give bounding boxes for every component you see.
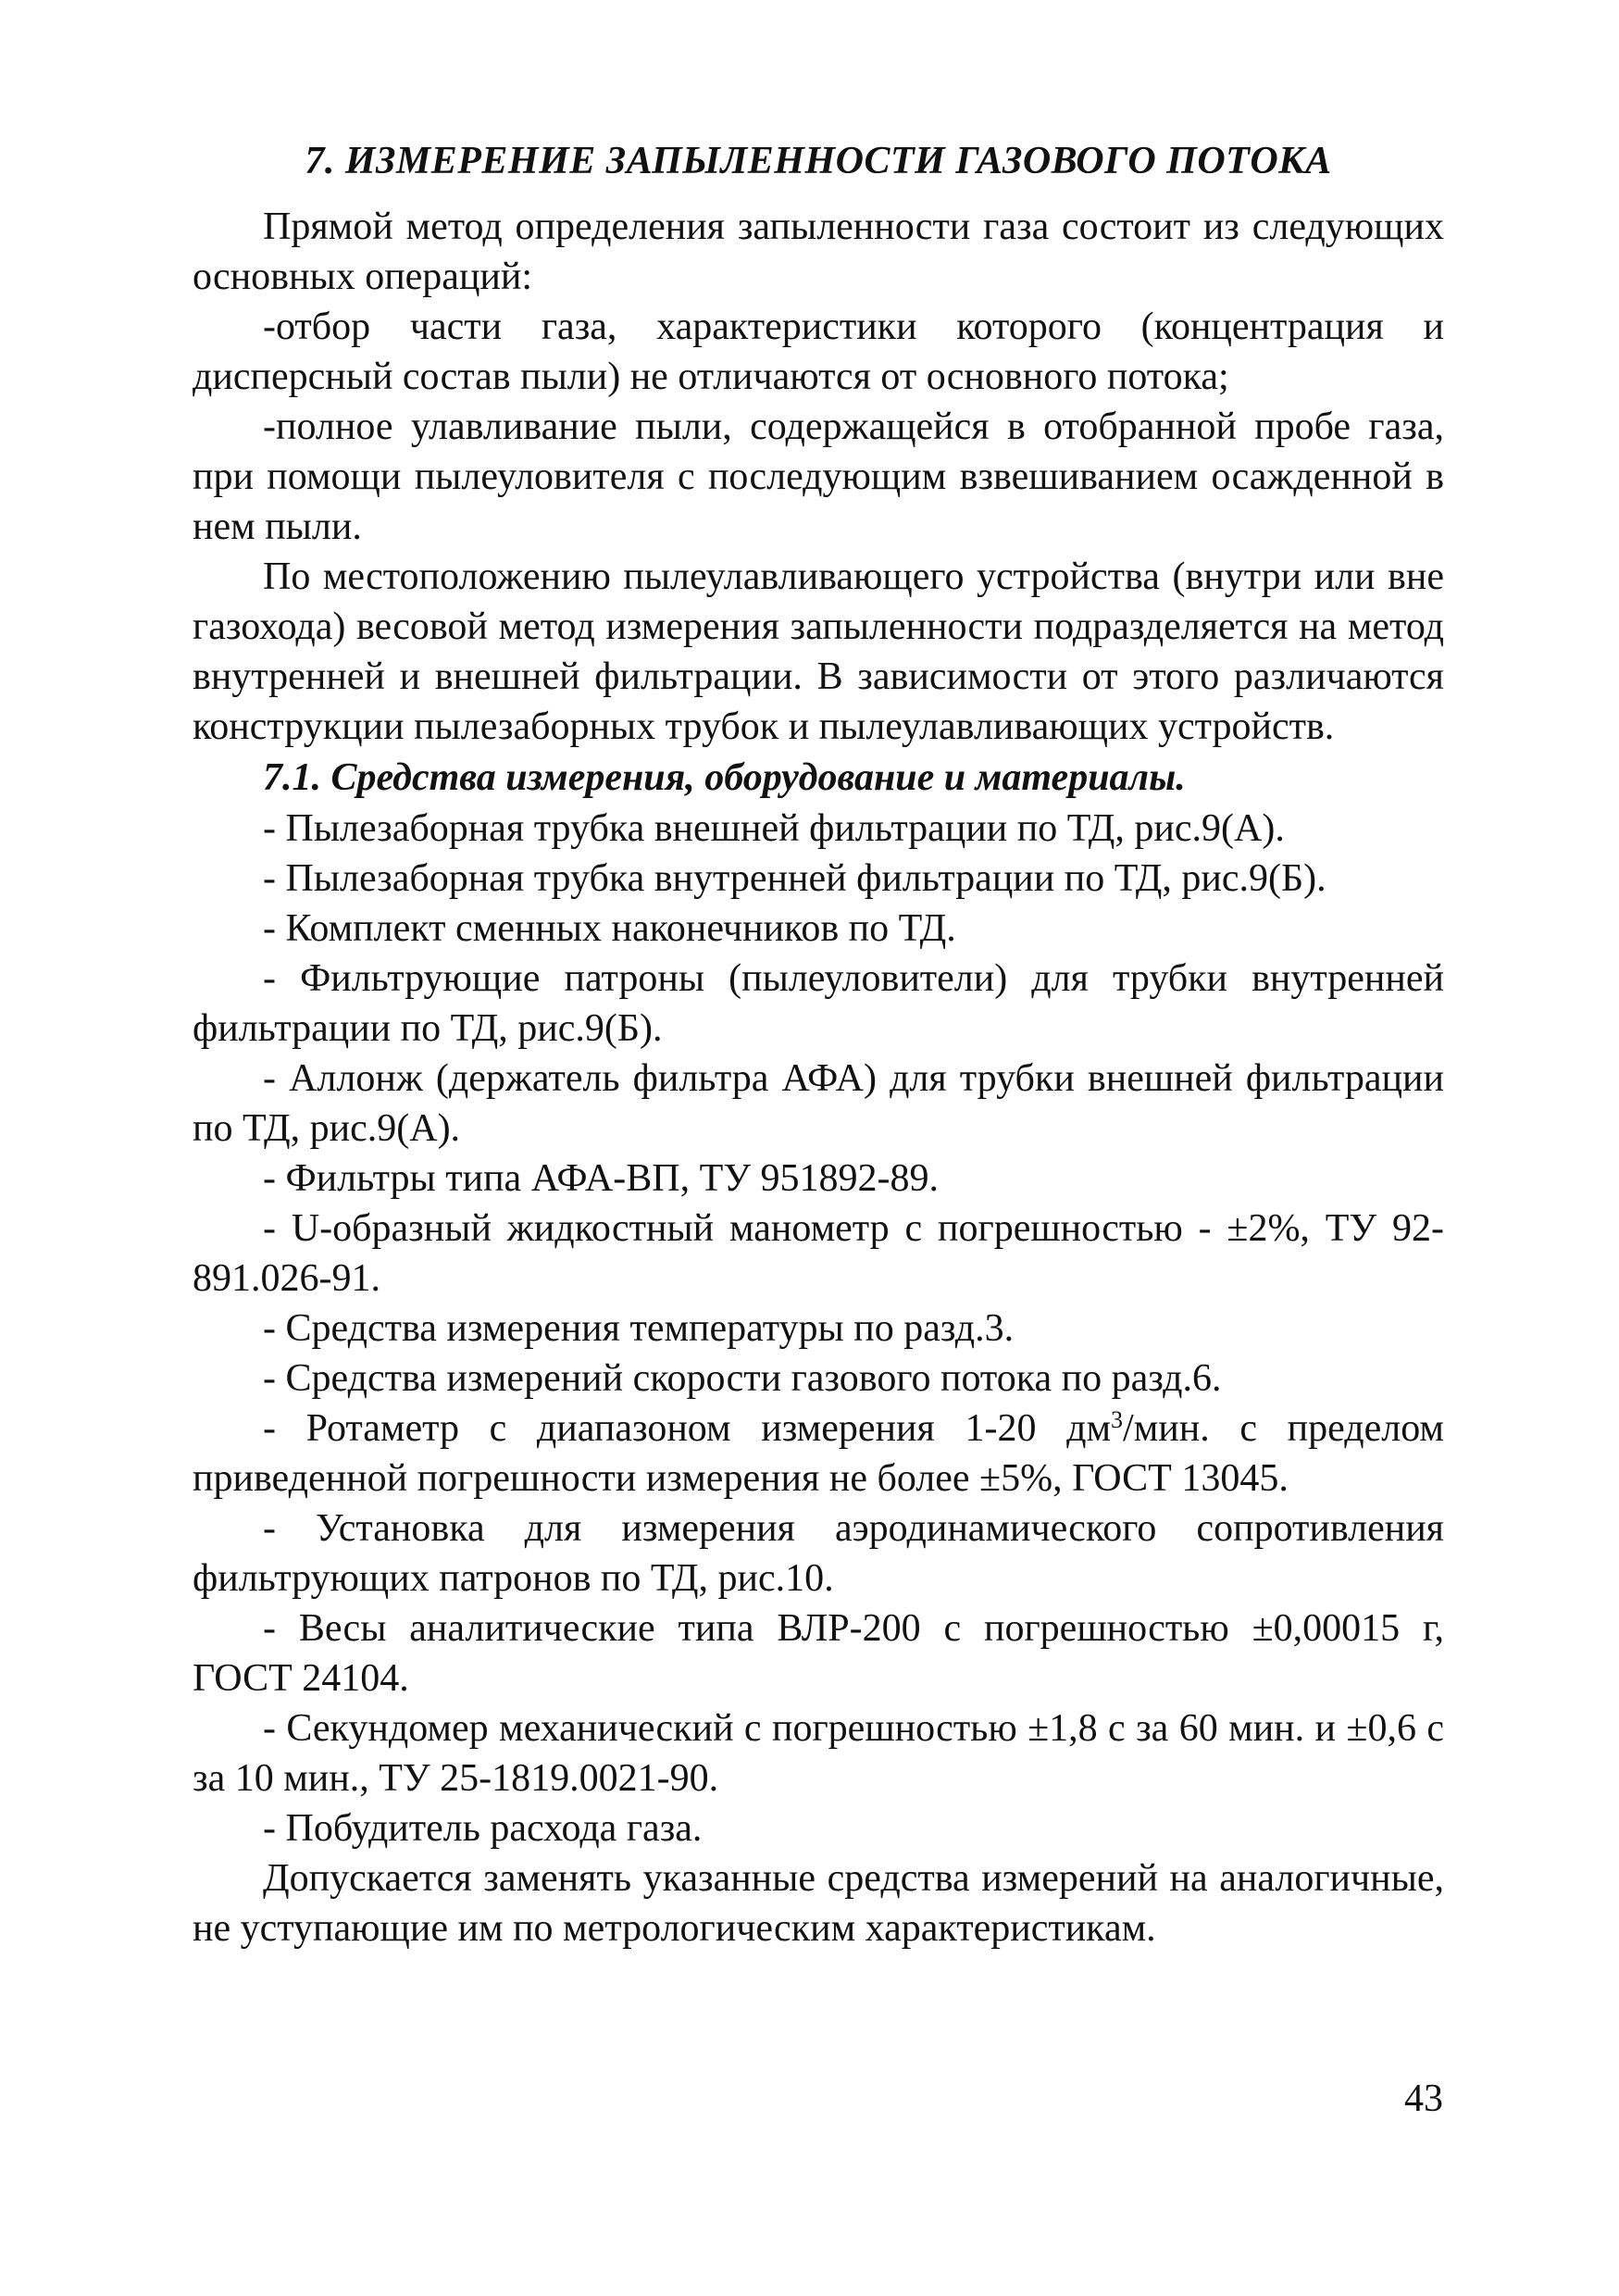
list-item: - Аллонж (держатель фильтра АФА) для трубки внешней фильтрации по ТД, рис.9(А). [193, 1057, 1444, 1150]
list-item-rotameter [193, 1404, 1444, 1504]
list-item: - Средства измерений скорости газового потока по разд.6. [263, 1357, 1222, 1400]
list-item: - Пылезаборная трубка внутренней фильтрации по ТД, рис.9(Б). [263, 857, 1326, 900]
section-title: 7. ИЗМЕРЕНИЕ ЗАПЫЛЕННОСТИ ГАЗОВОГО ПОТОКА [305, 140, 1332, 182]
list-item: - Секундомер механический с погрешностью ±1,8 с за 60 мин. и ±0,6 с за 10 мин., ТУ 25-1819.0021-90. [193, 1707, 1444, 1800]
page-number: 43 [1404, 2078, 1443, 2120]
paragraph-operation-2: -полное улавливание пыли, содержащейся в отобранной пробе газа, при помощи пылеуловителя с последующим взвешиванием осажденной в нем пыли. [193, 406, 1444, 548]
list-item: - Пылезаборная трубка внешней фильтрации по ТД, рис.9(А). [263, 807, 1285, 850]
list-item: - U-образный жидкостный манометр с погрешностью - ±2%, ТУ 92-891.026-91. [193, 1207, 1444, 1300]
paragraph-closing: Допускается заменять указанные средства измерений на аналогичные, не уступающие им по метрологическим характеристикам. [193, 1857, 1444, 1950]
subsection-title: 7.1. Средства измерения, оборудование и материалы. [263, 756, 1186, 799]
paragraph-method: По местоположению пылеулавливающего устройства (внутри или вне газохода) весовой метод измерения запыленности подразделяется на метод внутренней и внешней фильтрации. В зависимости от этого различаются конструкции пылезаборных трубок и пылеулавливающих устройств. [193, 555, 1444, 748]
paragraph-operation-1: -отбор части газа, характеристики которого (концентрация и дисперсный состав пыли) не отличаются от основного потока; [193, 306, 1444, 398]
paragraph-intro: Прямой метод определения запыленности газа состоит из следующих основных операций: [193, 206, 1444, 298]
list-item: - Комплект сменных наконечников по ТД. [263, 907, 956, 950]
list-item: - Средства измерения температуры по разд.3. [263, 1307, 1015, 1350]
list-item: - Установка для измерения аэродинамического сопротивления фильтрующих патронов по ТД, рис.10. [193, 1507, 1444, 1600]
rotameter-text-start: - Ротаметр с диапазоном измерения 1-20 дм [263, 1407, 1112, 1450]
list-item: - Побудитель расхода газа. [263, 1807, 703, 1850]
rotameter-text-end: /мин. с пределом приведенной погрешности измерения не более ±5%, ГОСТ 13045. [193, 1407, 1444, 1500]
list-item: - Фильтры типа АФА-ВП, ТУ 951892-89. [263, 1157, 939, 1200]
superscript-cubic: 3 [1111, 1406, 1124, 1433]
text-block [193, 135, 1444, 1953]
list-item: - Фильтрующие патроны (пылеуловители) для трубки внутренней фильтрации по ТД, рис.9(Б). [193, 957, 1444, 1050]
list-item: - Весы аналитические типа ВЛР-200 с погрешностью ±0,00015 г, ГОСТ 24104. [193, 1607, 1444, 1700]
